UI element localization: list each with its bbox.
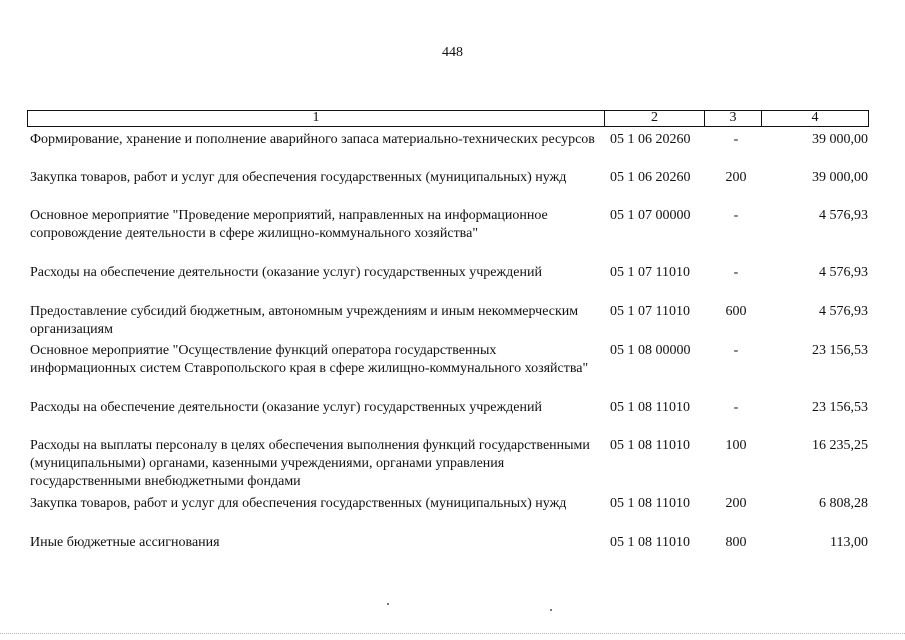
row-code: 05 1 08 00000 <box>610 343 691 358</box>
row-amount: 4 576,93 <box>819 208 868 223</box>
scan-speck <box>550 609 552 611</box>
scan-speck <box>387 603 389 605</box>
row-code: 05 1 07 11010 <box>610 304 690 319</box>
row-name: Формирование, хранение и пополнение аварийного запаса материально-технических ресурсов <box>30 132 595 147</box>
header-col-1: 1 <box>28 111 605 126</box>
row-name: Закупка товаров, работ и услуг для обеспечения государственных (муниципальных) нужд <box>30 496 567 511</box>
row-name: Расходы на обеспечение деятельности (оказание услуг) государственных учреждений <box>30 265 542 280</box>
row-code: 05 1 06 20260 <box>610 170 691 185</box>
row-name: Иные бюджетные ассигнования <box>30 535 220 550</box>
row-name: Расходы на выплаты персоналу в целях обеспечения выполнения функций государственными (муниципальными) органами, казенными учреждениями, органами управления государственными внебюджетными фондами <box>30 438 590 489</box>
header-col-2: 2 <box>605 111 705 126</box>
row-amount: 4 576,93 <box>819 265 868 280</box>
row-code: 05 1 08 11010 <box>610 535 690 550</box>
row-code: 05 1 08 11010 <box>610 438 690 453</box>
row-amount: 23 156,53 <box>812 343 868 358</box>
page-number: 448 <box>442 45 463 60</box>
row-vr: 200 <box>725 170 747 185</box>
row-vr: 800 <box>725 535 747 550</box>
row-code: 05 1 08 11010 <box>610 496 690 511</box>
row-amount: 23 156,53 <box>812 400 868 415</box>
row-amount: 39 000,00 <box>812 132 868 147</box>
row-code: 05 1 07 00000 <box>610 208 691 223</box>
row-code: 05 1 07 11010 <box>610 265 690 280</box>
row-vr: - <box>733 132 739 147</box>
row-vr: - <box>733 343 739 358</box>
row-name: Основное мероприятие "Осуществление функций оператора государственных информационных систем Ставропольского края в сфере жилищно-коммунального хозяйства" <box>30 343 589 376</box>
row-vr: 100 <box>725 438 747 453</box>
row-code: 05 1 06 20260 <box>610 132 691 147</box>
table-header <box>27 110 869 127</box>
row-amount: 6 808,28 <box>819 496 868 511</box>
row-vr: - <box>733 208 739 223</box>
row-amount: 16 235,25 <box>812 438 868 453</box>
row-code: 05 1 08 11010 <box>610 400 690 415</box>
row-vr: 200 <box>725 496 747 511</box>
row-amount: 113,00 <box>830 535 868 550</box>
row-name: Закупка товаров, работ и услуг для обеспечения государственных (муниципальных) нужд <box>30 170 567 185</box>
row-vr: 600 <box>725 304 747 319</box>
header-col-3: 3 <box>705 111 762 126</box>
row-vr: - <box>733 265 739 280</box>
row-amount: 4 576,93 <box>819 304 868 319</box>
row-name: Предоставление субсидий бюджетным, автономным учреждениям и иным некоммерческим организациям <box>30 304 579 337</box>
scan-edge-line <box>0 633 905 634</box>
row-amount: 39 000,00 <box>812 170 868 185</box>
row-vr: - <box>733 400 739 415</box>
row-name: Основное мероприятие "Проведение мероприятий, направленных на информационное сопровождение деятельности в сфере жилищно-коммунального хозяйства" <box>30 208 548 241</box>
header-col-4: 4 <box>811 110 819 125</box>
row-name: Расходы на обеспечение деятельности (оказание услуг) государственных учреждений <box>30 400 542 415</box>
